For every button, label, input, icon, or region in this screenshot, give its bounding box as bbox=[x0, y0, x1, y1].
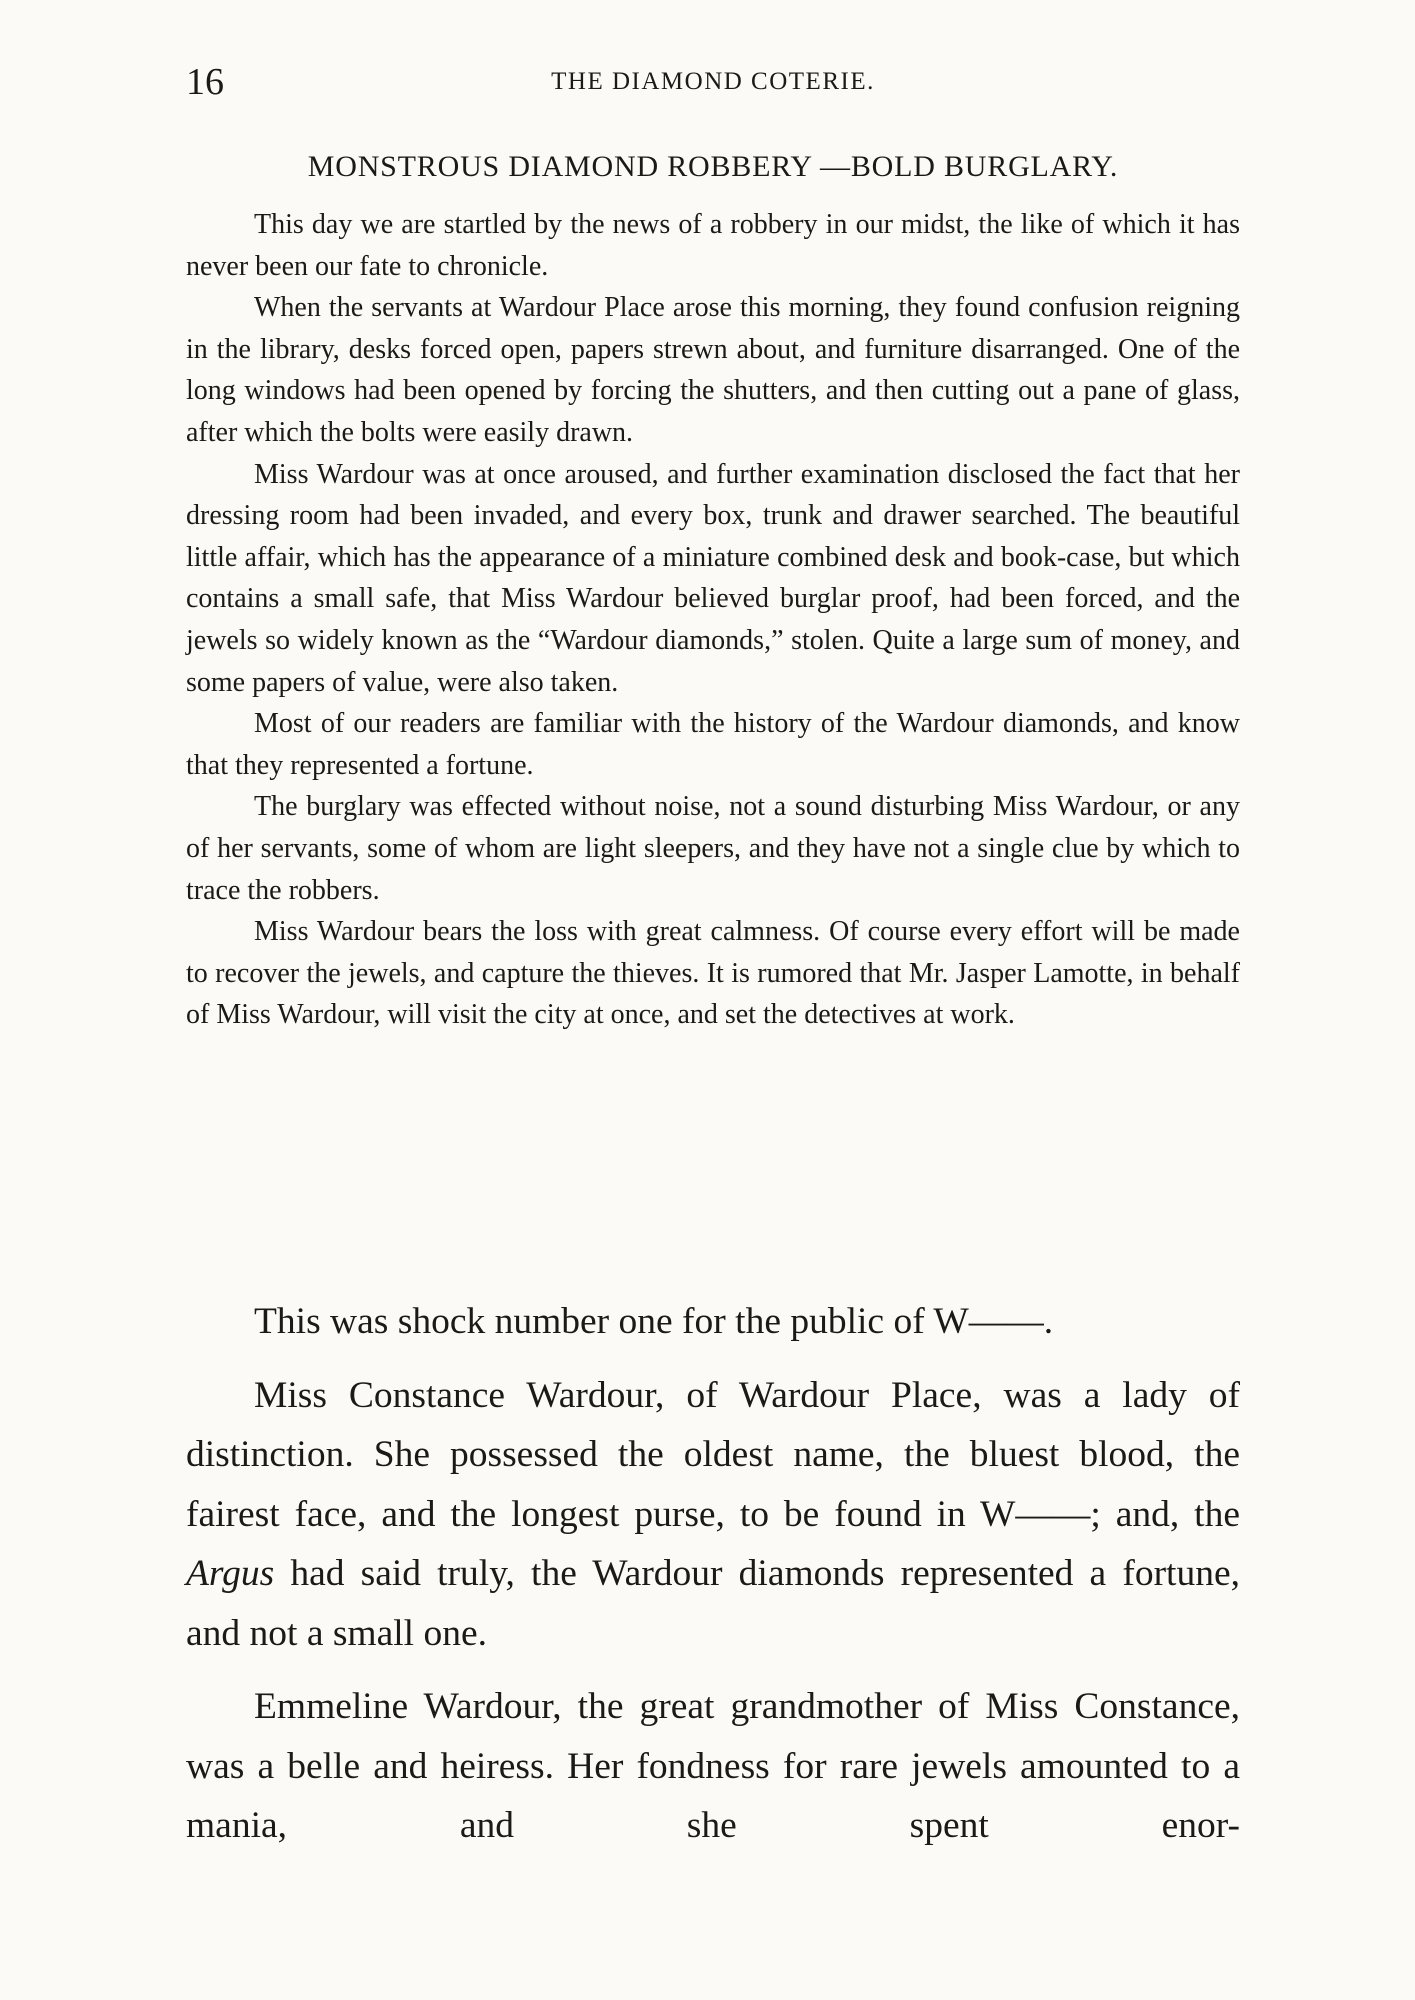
narrative-paragraph: Emmeline Wardour, the great grandmother of Miss Constance, was a belle and heiress. Her fondness for rare jewels amounted to a mania, and she spent enor- bbox=[186, 1686, 1240, 1846]
article-heading: MONSTROUS DIAMOND ROBBERY —BOLD BURGLARY. bbox=[307, 150, 1119, 183]
article-paragraph: Miss Wardour was at once aroused, and further examination disclosed the fact that her dressing room had been invaded, and every box, trunk and drawer searched. The beautiful little affair, which has the appearance of a miniature combined desk and book-case, but which contains a small safe, that Miss Wardour believed burglar proof, had been forced, and the jewels so widely known as the “Wardour diamonds,” stolen. Quite a large sum of money, and some papers of value, were also taken. bbox=[186, 458, 1240, 698]
article-paragraph: Miss Wardour bears the loss with great calmness. Of course every effort will be made to recover the jewels, and capture the thieves. It is rumored that Mr. Jasper Lamotte, in behalf of Miss Wardour, will visit the city at once, and set the detectives at work. bbox=[186, 916, 1240, 1031]
article-paragraph: Most of our readers are familiar with the history of the Wardour diamonds, and know that they represented a fortune. bbox=[186, 708, 1240, 781]
narrative-text-run: had said truly, the Wardour diamonds represented a fortune, and not a small one. bbox=[186, 1553, 1240, 1654]
page-number: 16 bbox=[186, 61, 224, 103]
article-paragraph: When the servants at Wardour Place arose this morning, they found confusion reigning in the library, desks forced open, papers strewn about, and furniture disarranged. One of the long windows had been opened by forcing the shutters, and then cutting out a pane of glass, after which the bolts were easily drawn. bbox=[186, 292, 1240, 448]
narrative-paragraph: This was shock number one for the public of W——. bbox=[254, 1301, 1054, 1342]
running-title: THE DIAMOND COTERIE. bbox=[551, 68, 875, 95]
narrative-text-run: Miss Constance Wardour, of Wardour Place, was a lady of distinction. She possessed the oldest name, the bluest blood, the fairest face, and the longest purse, to be found in W——; and, the bbox=[186, 1374, 1240, 1535]
article-paragraph: The burglary was effected without noise, not a sound disturbing Miss Wardour, or any of her servants, some of whom are light sleepers, and they have not a single clue by which to trace the robbers. bbox=[186, 791, 1240, 906]
narrative-paragraph bbox=[186, 1366, 1240, 1664]
newspaper-article bbox=[186, 204, 1240, 1036]
page-header bbox=[186, 58, 1240, 106]
article-paragraph: This day we are startled by the news of a robbery in our midst, the like of which it has never been our fate to chronicle. bbox=[186, 209, 1240, 282]
narrative-text bbox=[186, 1292, 1240, 1856]
newspaper-name: Argus bbox=[186, 1553, 275, 1594]
